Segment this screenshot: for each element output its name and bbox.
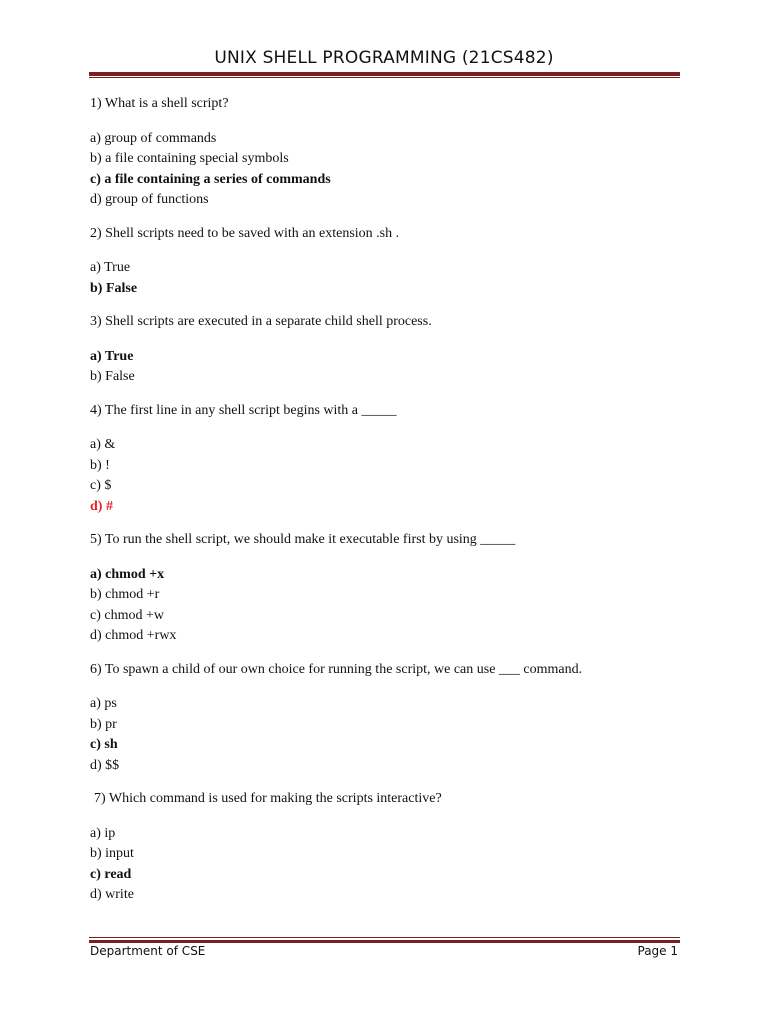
option-5a-answer: a) chmod +x bbox=[90, 566, 165, 582]
options-7 bbox=[90, 824, 690, 906]
option-2b-answer: b) False bbox=[90, 280, 138, 296]
question-6: 6) To spawn a child of our own choice for running the script, we can use ___ command. bbox=[90, 661, 583, 677]
footer-rule-thick bbox=[89, 940, 680, 943]
option-1c-answer: c) a file containing a series of commands bbox=[90, 171, 331, 187]
question-4: 4) The first line in any shell script begins with a _____ bbox=[90, 402, 397, 418]
option-6c-answer: c) sh bbox=[90, 737, 118, 752]
options-4 bbox=[90, 435, 690, 517]
option-5d: d) chmod +rwx bbox=[90, 628, 177, 643]
option-1d: d) group of functions bbox=[90, 192, 209, 207]
option-1b: b) a file containing special symbols bbox=[90, 151, 289, 166]
header-rule-thick bbox=[89, 72, 680, 76]
option-4c: c) $ bbox=[90, 478, 112, 493]
page-title: UNIX SHELL PROGRAMMING (21CS482) bbox=[214, 48, 554, 68]
option-6b: b) pr bbox=[90, 716, 117, 732]
options-2 bbox=[90, 258, 690, 299]
question-7: 7) Which command is used for making the scripts interactive? bbox=[94, 791, 442, 806]
option-3b: b) False bbox=[90, 369, 135, 384]
question-list bbox=[90, 94, 690, 919]
option-2a: a) True bbox=[90, 260, 131, 275]
option-6d: d) $$ bbox=[90, 757, 120, 773]
option-5c: c) chmod +w bbox=[90, 607, 164, 623]
question-3: 3) Shell scripts are executed in a separate child shell process. bbox=[90, 314, 432, 329]
option-4d-answer: d) # bbox=[90, 498, 113, 514]
question-2: 2) Shell scripts need to be saved with an extension .sh . bbox=[90, 225, 400, 241]
option-1a: a) group of commands bbox=[90, 130, 217, 146]
option-7b: b) input bbox=[90, 846, 134, 861]
question-5: 5) To run the shell script, we should make it executable first by using _____ bbox=[90, 532, 516, 547]
option-4b: b) ! bbox=[90, 457, 110, 473]
options-6 bbox=[90, 694, 690, 776]
footer-department: Department of CSE bbox=[90, 944, 206, 958]
options-1 bbox=[90, 129, 690, 211]
options-3 bbox=[90, 347, 690, 388]
option-7a: a) ip bbox=[90, 825, 116, 841]
option-6a: a) ps bbox=[90, 696, 117, 711]
option-3a-answer: a) True bbox=[90, 348, 134, 364]
option-7c-answer: c) read bbox=[90, 866, 132, 882]
option-5b: b) chmod +r bbox=[90, 587, 160, 602]
header-rule-thin bbox=[89, 77, 680, 78]
options-5 bbox=[90, 565, 690, 647]
footer-page-number: Page 1 bbox=[637, 944, 678, 958]
footer-rule-thin bbox=[89, 937, 680, 938]
option-7d: d) write bbox=[90, 887, 134, 902]
option-4a: a) & bbox=[90, 437, 116, 452]
question-1: 1) What is a shell script? bbox=[90, 96, 229, 111]
